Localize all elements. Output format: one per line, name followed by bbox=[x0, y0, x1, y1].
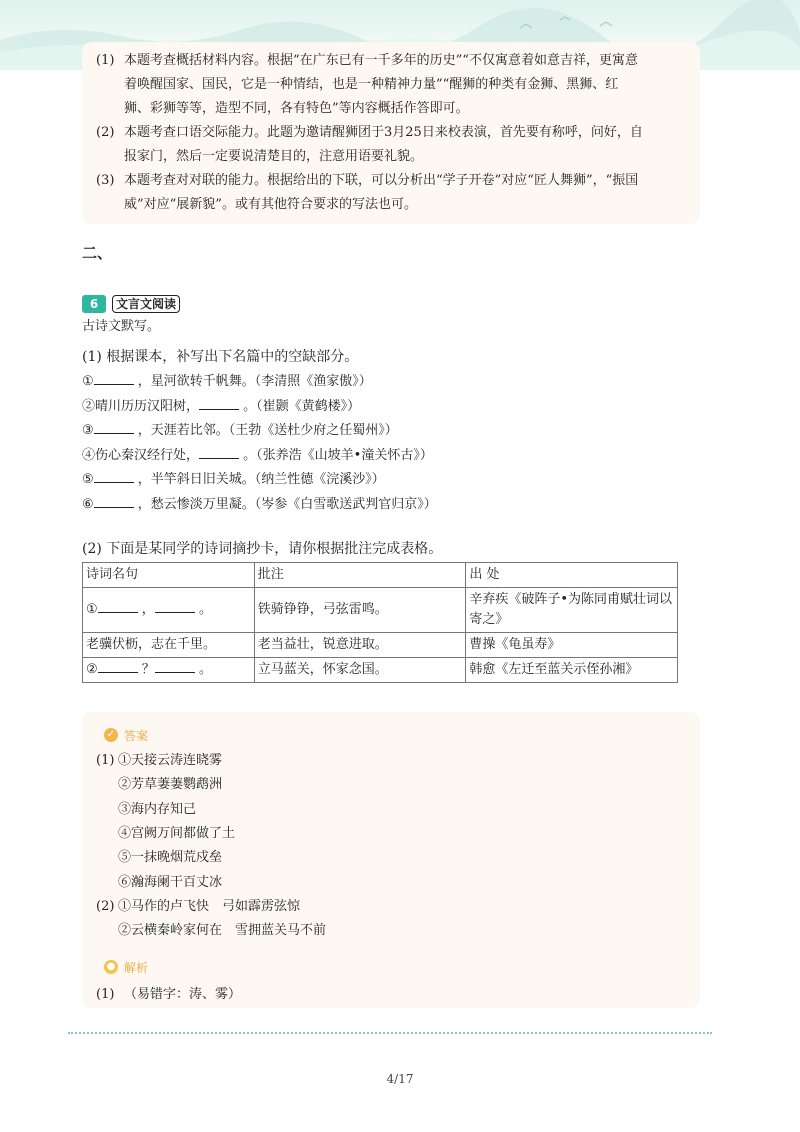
answer-line: ②云横秦岭家何在 雪拥蓝关马不前 bbox=[118, 923, 327, 939]
table-cell: 老骥伏枥，志在千里。 bbox=[83, 633, 255, 658]
answer-line: ②芳草萋萋鹦鹉洲 bbox=[118, 777, 223, 793]
fill-blank-item bbox=[82, 421, 398, 440]
blank-line[interactable] bbox=[94, 372, 134, 385]
blank-line[interactable] bbox=[94, 470, 134, 483]
fill-blank-item bbox=[82, 446, 433, 465]
answer-line: ①天接云涛连晓雾 bbox=[118, 753, 223, 768]
item-suffix: 。（崔颢《黄鹤楼》） bbox=[243, 398, 361, 414]
table-cell: 曹操《龟虽寿》 bbox=[466, 633, 678, 658]
analysis-label: 解析 bbox=[124, 961, 149, 975]
table-cell: 铁骑铮铮，弓弦雷鸣。 bbox=[254, 588, 466, 633]
table-row bbox=[83, 658, 678, 683]
table-cell-blank[interactable]: ② ？ 。 bbox=[83, 658, 255, 683]
table-cell: 辛弃疾《破阵子•为陈同甫赋壮词以寄之》 bbox=[466, 588, 678, 633]
answer-line: ⑥瀚海阑干百丈冰 bbox=[118, 874, 223, 890]
blank-line[interactable] bbox=[155, 660, 195, 673]
answer-number: (1) bbox=[96, 753, 115, 768]
table-header-row bbox=[83, 563, 678, 588]
fill-blank-item bbox=[82, 470, 385, 489]
table-row bbox=[83, 588, 678, 633]
table-cell-blank[interactable]: ① ， 。 bbox=[83, 588, 255, 633]
question-number-badge: 6 bbox=[82, 295, 106, 313]
question-type-tag: 文言文阅读 bbox=[112, 295, 180, 313]
blank-line[interactable] bbox=[199, 446, 239, 459]
analysis-item-line: 着唤醒国家、国民，它是一种情结，也是一种精神力量”“醒狮的种类有金狮、黑狮、红 bbox=[124, 77, 619, 92]
analysis-item-number: (1) bbox=[96, 53, 115, 68]
item-prefix: ④伤心秦汉经行处， bbox=[82, 447, 200, 463]
analysis-item-line: 本题考查概括材料内容。根据“在广东已有一千多年的历史”“不仅寓意着如意吉祥，更寓意 bbox=[124, 53, 638, 68]
analysis-item-line: 本题考查对对联的能力。根据给出的下联，可以分析出“学子开卷”对应“匠人舞狮”，“振国 bbox=[124, 173, 639, 188]
page-number: 4/17 bbox=[386, 1072, 414, 1086]
table-row bbox=[83, 633, 678, 658]
table-cell: 韩愈《左迁至蓝关示侄孙湘》 bbox=[466, 658, 678, 683]
analysis-item-number: (2) bbox=[96, 125, 115, 140]
lightbulb-icon: ● bbox=[104, 960, 118, 974]
item-prefix: ③ bbox=[82, 423, 94, 438]
fill-blank-item bbox=[82, 397, 360, 416]
item-suffix: ，天涯若比邻。（王勃《送杜少府之任蜀州》） bbox=[137, 423, 398, 438]
table-header: 批注 bbox=[254, 563, 466, 588]
item-prefix: ① bbox=[82, 374, 94, 389]
analysis-item-line: 本题考查口语交际能力。此题为邀请醒狮团于3月25日来校表演，首先要有称呼，问好，自 bbox=[124, 125, 643, 140]
question-intro: 古诗文默写。 bbox=[82, 319, 161, 334]
table-header: 出 处 bbox=[466, 563, 678, 588]
blank-line[interactable] bbox=[98, 600, 138, 613]
analysis-number: (1) bbox=[96, 987, 115, 1002]
blank-line[interactable] bbox=[155, 600, 195, 613]
fill-blank-item bbox=[82, 495, 437, 514]
item-suffix: ，愁云惨淡万里凝。（岑参《白雪歌送武判官归京》） bbox=[137, 496, 437, 512]
analysis-text: （易错字：涛、雾） bbox=[124, 987, 242, 1002]
item-prefix: ⑥ bbox=[82, 496, 94, 512]
item-prefix: ②晴川历历汉阳树， bbox=[82, 398, 200, 414]
fill-blank-item bbox=[82, 372, 372, 391]
poem-table bbox=[82, 562, 678, 683]
blank-line[interactable] bbox=[94, 421, 134, 434]
table-cell: 老当益壮，锐意进取。 bbox=[254, 633, 466, 658]
answer-line: ④宫阙万间都做了土 bbox=[118, 825, 236, 841]
blank-line[interactable] bbox=[98, 660, 138, 673]
analysis-item-number: (3) bbox=[96, 173, 115, 188]
analysis-item-line: 威”对应“展新貌”。或有其他符合要求的写法也可。 bbox=[124, 197, 417, 212]
answer-line: ③海内存知己 bbox=[118, 801, 197, 817]
item-prefix: ⑤ bbox=[82, 472, 94, 487]
item-suffix: ，星河欲转千帆舞。（李清照《渔家傲》） bbox=[137, 374, 372, 389]
section-heading: 二、 bbox=[82, 244, 113, 262]
analysis-item-line: 报家门，然后一定要说清楚目的，注意用语要礼貌。 bbox=[124, 149, 424, 164]
item-suffix: ，半竿斜日旧关城。（纳兰性德《浣溪沙》） bbox=[137, 472, 385, 487]
part1-title: (1) 根据课本，补写出下名篇中的空缺部分。 bbox=[82, 349, 359, 365]
table-cell: 立马蓝关，怀家念国。 bbox=[254, 658, 466, 683]
blank-line[interactable] bbox=[94, 495, 134, 508]
table-header: 诗词名句 bbox=[83, 563, 255, 588]
answer-number: (2) bbox=[96, 898, 115, 914]
item-suffix: 。（张养浩《山坡羊•潼关怀古》） bbox=[243, 447, 433, 463]
answer-line: ⑤一抹晚烟荒戍垒 bbox=[118, 850, 223, 866]
analysis-item-line: 狮、彩狮等等，造型不同，各有特色”等内容概括作答即可。 bbox=[124, 101, 469, 116]
blank-line[interactable] bbox=[199, 397, 239, 410]
checkmark-icon: ✓ bbox=[104, 728, 118, 742]
answer-label: 答案 bbox=[124, 729, 149, 743]
answer-line: ①马作的卢飞快 弓如霹雳弦惊 bbox=[118, 898, 301, 914]
part2-title: (2) 下面是某同学的诗词摘抄卡，请你根据批注完成表格。 bbox=[82, 541, 443, 557]
dotted-divider bbox=[68, 1032, 712, 1034]
